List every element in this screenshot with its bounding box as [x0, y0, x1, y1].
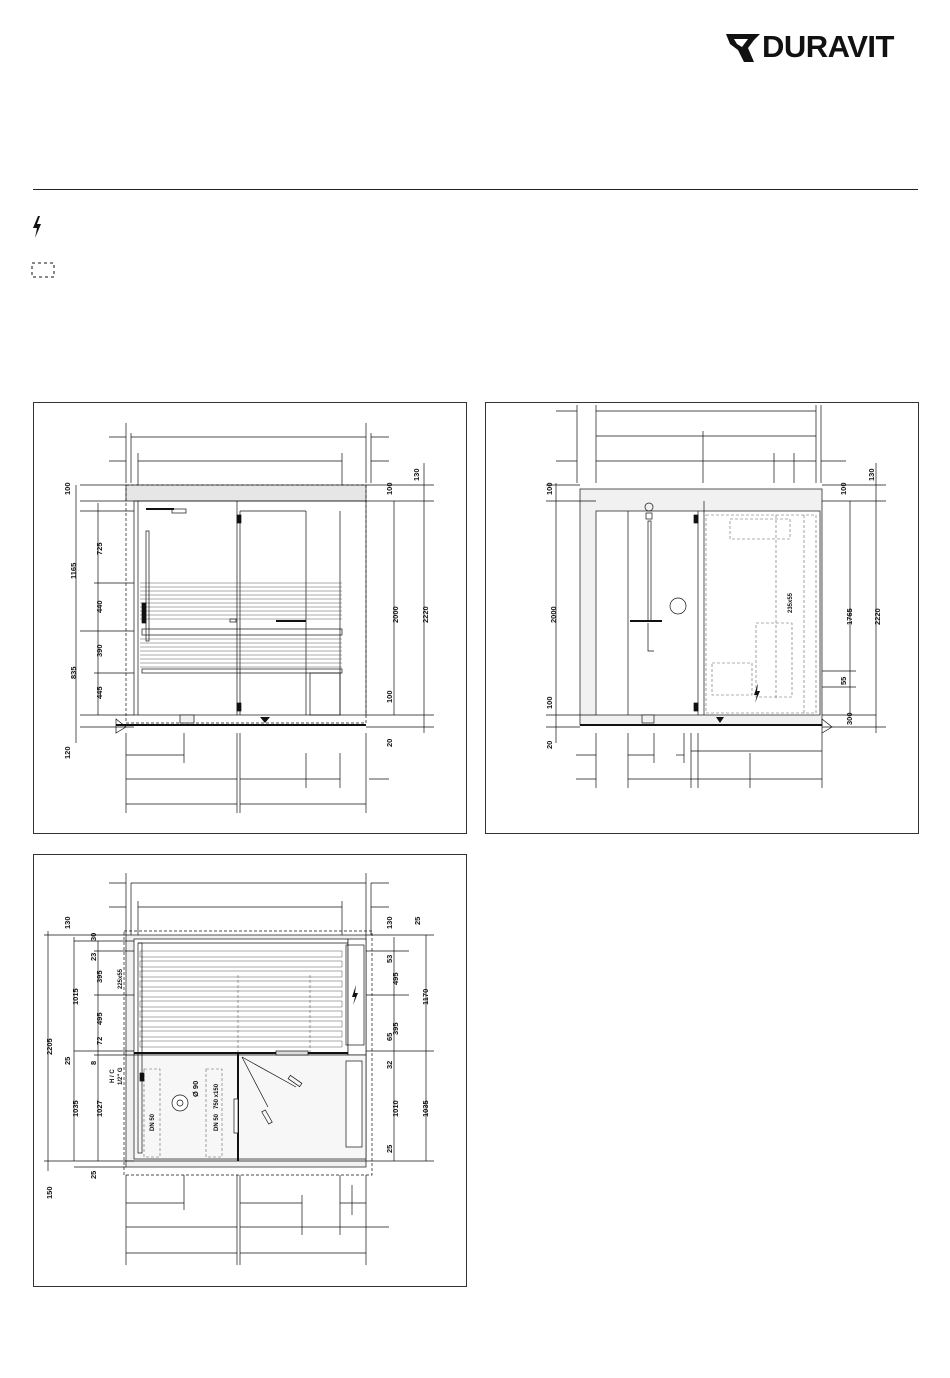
side-dim-right-4: 55	[839, 676, 848, 685]
plan-dim-left-9: 8	[89, 1060, 98, 1065]
front-dim-right-1: 100	[385, 482, 394, 495]
plan-dim-right-7: 32	[385, 1060, 394, 1069]
plan-dim-left-8: 25	[63, 1056, 72, 1065]
side-dim-right-1: 100	[839, 482, 848, 495]
plan-dim-left-11: 1027	[95, 1100, 104, 1117]
front-dim-right-4: 100	[385, 690, 394, 703]
plan-dim-right-3: 495	[391, 972, 400, 985]
front-elevation-drawing	[34, 403, 466, 833]
side-elevation-drawing	[486, 403, 918, 833]
front-dim-left-2: 725	[95, 542, 104, 555]
plan-label-size-b: 750 x150	[214, 1083, 220, 1109]
front-dim-left-7: 120	[63, 746, 72, 759]
plan-view-drawing	[34, 855, 466, 1286]
plan-dim-left-6: 72	[95, 1036, 104, 1045]
plan-dim-left-0: 130	[63, 916, 72, 929]
plan-dim-right-0: 130	[385, 916, 394, 929]
front-dim-right-0: 130	[412, 468, 421, 481]
side-dim-right-2: 1765	[845, 608, 854, 625]
plan-dim-left-4: 1015	[71, 988, 80, 1005]
side-dim-left-2: 100	[545, 696, 554, 709]
plan-label-drain: Ø 90	[191, 1080, 200, 1097]
plan-dim-right-8: 1010	[391, 1100, 400, 1117]
plan-label-hc: H / C	[110, 1069, 116, 1083]
front-dim-right-2: 2000	[391, 606, 400, 623]
front-dim-left-4: 390	[95, 644, 104, 657]
front-dim-left-5: 835	[69, 666, 78, 679]
plan-label-hc-size: 1/2" G	[118, 1067, 124, 1085]
front-dim-left-6: 445	[95, 686, 104, 699]
plan-label-dn-a: DN 50	[150, 1113, 156, 1131]
plan-dim-right-4: 1170	[421, 988, 430, 1005]
plan-dim-left-3: 395	[95, 970, 104, 983]
plan-dim-left-12: 25	[89, 1170, 98, 1179]
plan-label-size-a: 225x55	[118, 968, 124, 989]
plan-dim-right-1: 25	[413, 916, 422, 925]
lightning-icon	[31, 215, 43, 239]
plan-dim-left-2: 23	[89, 952, 98, 961]
plan-dim-left-7: 2205	[45, 1038, 54, 1055]
front-dim-right-5: 20	[385, 738, 394, 747]
header-rule	[33, 189, 918, 190]
plan-dim-right-2: 53	[385, 954, 394, 963]
side-dim-left-1: 2000	[549, 606, 558, 623]
side-dim-left-3: 20	[545, 740, 554, 749]
side-dim-right-3: 2220	[873, 608, 882, 625]
plan-dim-left-5: 495	[95, 1012, 104, 1025]
plan-label-dn-b: DN 50	[214, 1113, 220, 1131]
plan-dim-left-13: 150	[45, 1186, 54, 1199]
front-dim-left-3: 440	[95, 600, 104, 613]
plan-dim-left-1: 30	[89, 932, 98, 941]
side-dim-left-0: 100	[545, 482, 554, 495]
front-dim-right-3: 2220	[421, 606, 430, 623]
plan-view-panel	[33, 854, 467, 1287]
plan-dim-right-9: 1035	[421, 1100, 430, 1117]
plan-dim-right-10: 25	[385, 1144, 394, 1153]
side-dim-right-0: 130	[867, 468, 876, 481]
plan-dim-right-5: 65	[385, 1032, 394, 1041]
front-dim-left-0: 100	[63, 482, 72, 495]
front-dim-left-1: 1165	[69, 562, 78, 579]
dashed-box-icon	[31, 260, 57, 280]
side-inner-label: 235x55	[788, 592, 794, 613]
duravit-swoosh-icon	[724, 28, 764, 68]
side-dim-right-5: 300	[845, 712, 854, 725]
plan-dim-left-10: 1035	[71, 1100, 80, 1117]
plan-dim-right-6: 395	[391, 1022, 400, 1035]
brand-name: DURAVIT	[762, 29, 894, 64]
front-elevation-panel	[33, 402, 467, 834]
side-elevation-panel	[485, 402, 919, 834]
